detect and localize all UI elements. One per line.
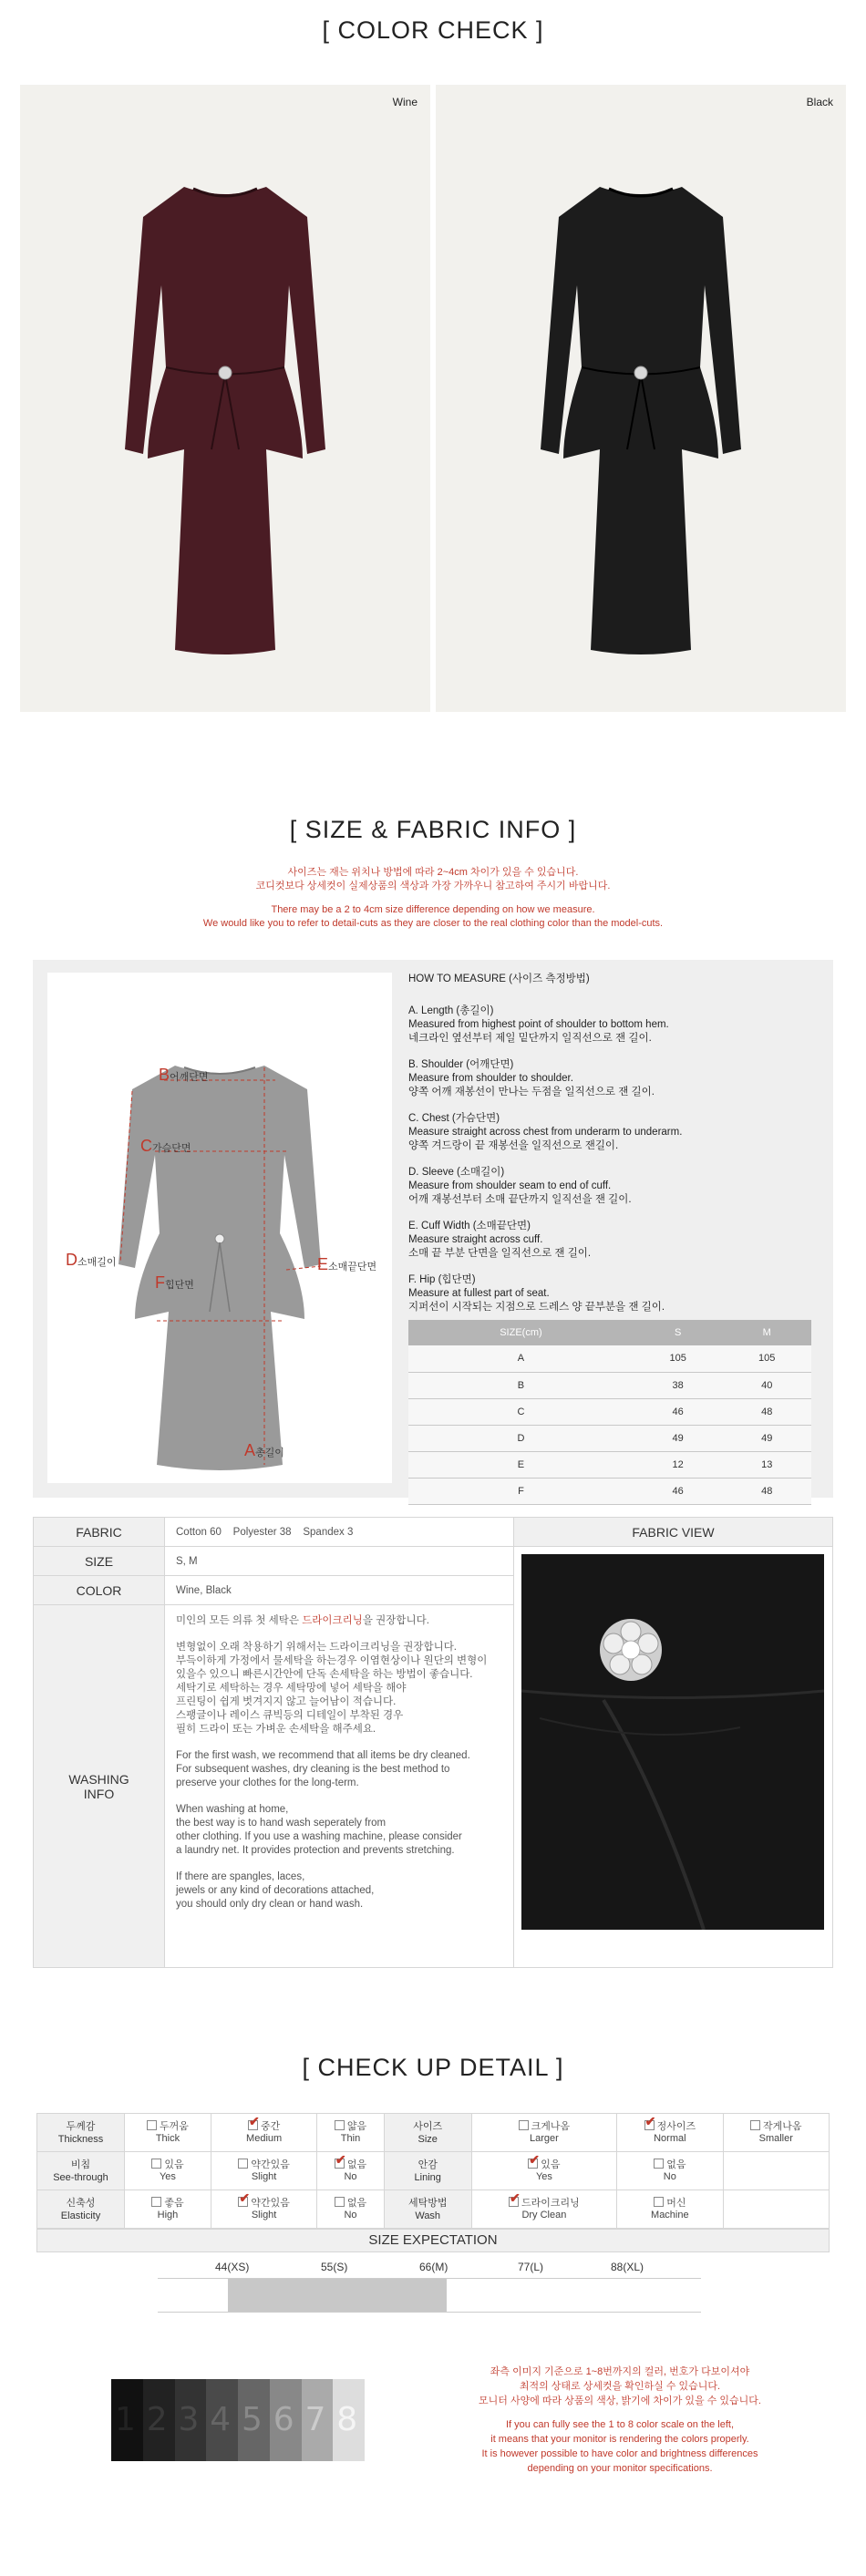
see-through-no-option[interactable]: ✔없음 No	[317, 2152, 384, 2190]
dress-silhouette-image	[47, 973, 392, 1483]
wash-en-1: For the first wash, we recommend that all items be dry cleaned. For subsequent washes, dry cleaning is the best method to preserve your clothes for the long-term.	[176, 1750, 470, 1788]
color-value: Wine, Black	[165, 1576, 514, 1605]
fabric-closeup-image	[521, 1554, 824, 1930]
color-panel-black	[436, 85, 846, 712]
monitor-kr-2: 최적의 상태로 상세컷을 확인하실 수 있습니다.	[519, 2381, 721, 2392]
table-row: F 46 48	[408, 1478, 811, 1504]
size-header-s: S	[634, 1320, 723, 1345]
wash-intro: 미인의 모든 의류 첫 세탁은 드라이크리닝을 권장합니다.	[176, 1615, 429, 1626]
color-scale	[111, 2379, 365, 2461]
measure-item-a: A. Length (총길이) Measured from highest point of shoulder to bottom hem. 네크라인 옆선부터 제일 밑단까지 일직선으로 잰 길이.	[408, 1005, 669, 1044]
size-notice-en-1: There may be a 2 to 4cm size difference depending on how we measure.	[271, 904, 595, 915]
see-through-yes-option[interactable]: 있음 Yes	[125, 2152, 211, 2190]
size-smaller-option[interactable]: 작게나옴 Smaller	[723, 2114, 829, 2152]
measure-box	[33, 960, 833, 1498]
scale-swatch-1: 1	[111, 2379, 143, 2461]
monitor-en-3: It is however possible to have color and brightness differences	[481, 2448, 758, 2459]
scale-swatch-7: 7	[302, 2379, 334, 2461]
table-row: D 49 49	[408, 1425, 811, 1451]
table-row	[37, 2114, 830, 2152]
thickness-thin-option[interactable]: 얇음 Thin	[317, 2114, 384, 2152]
dress-wine-image	[120, 176, 330, 668]
size-header-size: SIZE(cm)	[408, 1320, 634, 1345]
checkup-title: [ CHECK UP DETAIL ]	[302, 2054, 564, 2081]
elasticity-high-option[interactable]: 좋음 High	[125, 2190, 211, 2229]
scale-swatch-5: 5	[238, 2379, 270, 2461]
color-check-title: [ COLOR CHECK ]	[322, 16, 544, 44]
label-e: E소매끝단면	[317, 1255, 377, 1273]
size-larger-option[interactable]: 크게나옴 Larger	[471, 2114, 616, 2152]
color-label-wine: Wine	[392, 96, 418, 108]
see-through-slight-option[interactable]: 약간있음 Slight	[211, 2152, 316, 2190]
size-notice-kr-2: 코디컷보다 상세컷이 실제상품의 색상과 가장 가까우니 참고하여 주시기 바랍니다.	[255, 881, 611, 891]
color-panel-wine	[20, 85, 430, 712]
monitor-en-1: If you can fully see the 1 to 8 color scale on the left,	[505, 2419, 735, 2430]
table-row	[37, 2190, 830, 2229]
table-row: C 46 48	[408, 1398, 811, 1425]
size-label: SIZE	[34, 1547, 165, 1576]
elasticity-slight-option[interactable]: ✔약간있음 Slight	[211, 2190, 316, 2229]
monitor-kr-1: 좌측 이미지 기준으로 1~8번까지의 컬러, 번호가 다보이셔야	[490, 2366, 750, 2377]
thickness-label: 두께감 Thickness	[37, 2114, 125, 2152]
color-label-black: Black	[806, 96, 833, 108]
lining-no-option[interactable]: 없음 No	[617, 2152, 723, 2190]
monitor-en-2: it means that your monitor is rendering the colors properly.	[490, 2434, 749, 2445]
size-label-xs: 44(XS)	[215, 2261, 250, 2273]
measure-item-e: E. Cuff Width (소매끝단면) Measure straight across cuff. 소매 끝 부분 단면을 일직선으로 잰 길이.	[408, 1221, 592, 1259]
washing-label: WASHING INFO	[34, 1605, 165, 1968]
size-label-s: 55(S)	[321, 2261, 348, 2273]
elasticity-label: 신축성 Elasticity	[37, 2190, 125, 2229]
measure-heading: HOW TO MEASURE (사이즈 측정방법)	[408, 974, 590, 984]
scale-swatch-4: 4	[206, 2379, 238, 2461]
lining-label: 안감 Lining	[384, 2152, 471, 2190]
size-expectation-header: SIZE EXPECTATION	[36, 2229, 830, 2252]
measure-item-b: B. Shoulder (어깨단면) Measure from shoulder to shoulder. 양쪽 어깨 재봉선이 만나는 두점을 일직선으로 잰 길이.	[408, 1059, 655, 1097]
label-f: F힙단면	[155, 1273, 194, 1292]
size-label-xl: 88(XL)	[611, 2261, 644, 2273]
measure-item-f: F. Hip (힙단면) Measure at fullest part of seat. 지퍼선이 시작되는 지점으로 드레스 양 끝부분을 잰 길이.	[408, 1274, 665, 1313]
size-label-l: 77(L)	[518, 2261, 544, 2273]
fabric-table	[33, 1517, 833, 1968]
fabric-label: FABRIC	[34, 1518, 165, 1547]
elasticity-no-option[interactable]: 없음 No	[317, 2190, 384, 2229]
monitor-en-4: depending on your monitor specifications.	[527, 2463, 713, 2474]
scale-swatch-6: 6	[270, 2379, 302, 2461]
wash-machine-option[interactable]: 머신 Machine	[617, 2190, 723, 2229]
size-header-m: M	[722, 1320, 811, 1345]
label-a: A총길이	[244, 1441, 284, 1459]
size-fit-label: 사이즈 Size	[384, 2114, 471, 2152]
see-through-label: 비침 See-through	[37, 2152, 125, 2190]
monitor-kr-3: 모니터 사양에 따라 상품의 색상, 밝기에 차이가 있을 수 있습니다.	[479, 2396, 761, 2406]
size-fabric-title: [ SIZE & FABRIC INFO ]	[289, 816, 577, 843]
wash-empty-cell	[723, 2190, 829, 2229]
table-row: E 12 13	[408, 1451, 811, 1478]
wash-kr: 변형없이 오래 착용하기 위해서는 드라이크리닝을 권장합니다. 부득이하게 가정에서 물세탁을 하는경우 이염현상이나 원단의 변형이 있을수 있으니 빠른시간안에 단독 손세탁을 하는 방법이 좋습니다. 세탁기로 세탁하는 경우 세탁망에 넣어 세탁을 해야 프린팅이 쉽게 벗겨지지 않고 늘어남이 적습니다. 스팽글이나 레이스 큐빅등의 디테일이 부착된 경우 필히 드라이 또는 가벼운 손세탁을 해주세요.	[176, 1642, 488, 1735]
checkup-table	[36, 2113, 830, 2229]
size-value: S, M	[165, 1547, 514, 1576]
scale-swatch-3: 3	[175, 2379, 207, 2461]
washing-info	[165, 1605, 514, 1968]
size-notice-kr-1: 사이즈는 재는 위치나 방법에 따라 2~4cm 차이가 있을 수 있습니다.	[287, 867, 579, 878]
color-label: COLOR	[34, 1576, 165, 1605]
fabric-value: Cotton 60 Polyester 38 Spandex 3	[165, 1518, 514, 1547]
lining-yes-option[interactable]: ✔있음 Yes	[471, 2152, 616, 2190]
measure-item-d: D. Sleeve (소매길이) Measure from shoulder seam to end of cuff. 어깨 재봉선부터 소매 끝단까지 일직선을 잰 길이.	[408, 1167, 632, 1205]
measure-item-c: C. Chest (가슴단면) Measure straight across chest from underarm to underarm. 양쪽 겨드랑이 끝 재봉선을 일직선으로 잰길이.	[408, 1113, 683, 1151]
size-normal-option[interactable]: ✔정사이즈 Normal	[617, 2114, 723, 2152]
wash-dry-clean-option[interactable]: ✔드라이크리닝 Dry Clean	[471, 2190, 616, 2229]
size-expectation-fill	[228, 2279, 447, 2312]
table-row	[37, 2152, 830, 2190]
table-row: B 38 40	[408, 1372, 811, 1398]
label-d: D소매길이	[66, 1251, 117, 1269]
wash-en-2: When washing at home, the best way is to hand wash seperately from other clothing. If you use a washing machine, please consider a laundry net. It provides protection and prevents stretching.	[176, 1804, 462, 1856]
lining-empty-cell	[723, 2152, 829, 2190]
thickness-thick-option[interactable]: 두꺼움 Thick	[125, 2114, 211, 2152]
size-label-m: 66(M)	[419, 2261, 448, 2273]
measure-instructions	[408, 973, 819, 1327]
label-b: B어깨단면	[159, 1066, 209, 1084]
scale-swatch-8: 8	[333, 2379, 365, 2461]
size-notice-en-2: We would like you to refer to detail-cuts as they are closer to the real clothing color than the model-cuts.	[202, 918, 664, 929]
fabric-view-cell	[514, 1547, 833, 1968]
fabric-view-label: FABRIC VIEW	[514, 1518, 833, 1547]
scale-swatch-2: 2	[143, 2379, 175, 2461]
dress-black-image	[536, 176, 746, 668]
thickness-medium-option[interactable]: ✔중간 Medium	[211, 2114, 316, 2152]
table-row: A 105 105	[408, 1345, 811, 1372]
size-table	[408, 1320, 811, 1505]
wash-en-3: If there are spangles, laces, jewels or any kind of decorations attached, you should only dry clean or hand wash.	[176, 1871, 375, 1910]
wash-method-label: 세탁방법 Wash	[384, 2190, 471, 2229]
label-c: C가슴단면	[140, 1137, 191, 1155]
measure-diagram	[47, 973, 392, 1483]
